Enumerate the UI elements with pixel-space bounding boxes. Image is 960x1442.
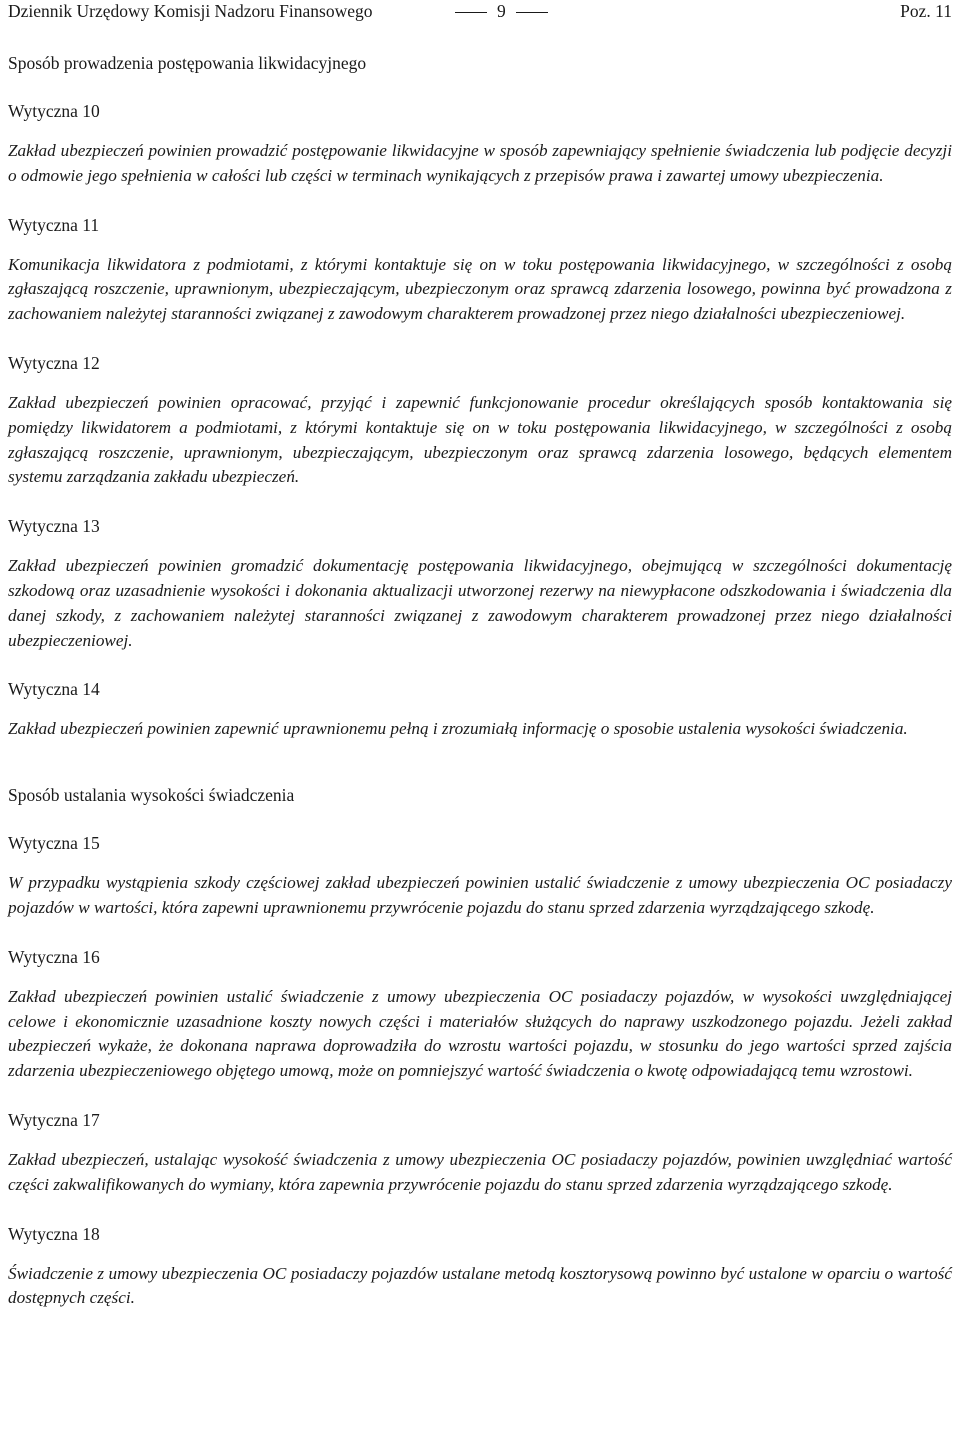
guideline-text: Świadczenie z umowy ubezpieczenia OC posiadaczy pojazdów ustalane metodą kosztorysową powinno być ustalone w oparciu o wartość dostępnych części. [8,1263,952,1308]
dash-left [455,12,487,13]
guideline-text: Zakład ubezpieczeń, ustalając wysokość świadczenia z umowy ubezpieczenia OC posiadaczy pojazdów, powinien uwzględniać wartość części zakwalifikowanych do wymiany, która zapewnia przywrócenie pojazdu do stanu sprzed zdarzenia wyrządzającego szkodę. [8,1149,952,1194]
guideline-text: Komunikacja likwidatora z podmiotami, z którymi kontaktuje się on w toku postępowania likwidacyjnego, w szczególności z osobą zgłaszającą roszczenie, uprawnionym, ubezpieczającym, ubezpieczonym oraz sprawcą zdarzenia losowego, powinna być prowadzona z zachowaniem należytej staranności związanej z zawodowym charakterem prowadzonej przez niego działalności ubezpieczeniowej. [8,254,952,324]
journal-title: Dziennik Urzędowy Komisji Nadzoru Finansowego [8,1,373,21]
page-number [445,0,558,22]
section-title: Sposób ustalania wysokości świadczenia [8,785,295,806]
position-label: Poz. 11 [900,1,952,21]
dash-right [516,12,548,13]
document-body [8,24,952,1311]
guideline-title: Wytyczna 11 [8,214,100,235]
guideline-text: Zakład ubezpieczeń powinien gromadzić dokumentację postępowania likwidacyjnego, obejmującą w szczególności dokumentację szkodową oraz uzasadnienie wysokości i dokonania aktualizacji utworzonej rezerwy na niewypłacone odszkodowania i świadczenia dla danej szkody, z zachowaniem należytej staranności związanej z zawodowym charakterem prowadzonej przez niego działalności ubezpieczeniowej. [8,556,952,650]
guideline-title: Wytyczna 10 [8,101,100,121]
page-number-value: 9 [497,1,506,21]
guideline-text: W przypadku wystąpienia szkody częściowej zakład ubezpieczeń powinien ustalić świadczenie z umowy ubezpieczenia OC posiadaczy pojazdów w wartości, która zapewni uprawnionemu przywrócenie pojazdu do stanu sprzed zdarzenia wyrządzającego szkodę. [8,873,952,917]
guideline-title: Wytyczna 15 [8,833,100,854]
guideline-title: Wytyczna 18 [8,1223,100,1244]
guideline-title: Wytyczna 12 [8,352,100,373]
guideline-text: Zakład ubezpieczeń powinien ustalić świadczenie z umowy ubezpieczenia OC posiadaczy pojazdów, w wysokości uwzględniającej celowe i ekonomicznie uzasadnione koszty nowych części i materiałów służących do naprawy uszkodzonego pojazdu. Jeżeli zakład ubezpieczeń wykaże, że dokonana naprawa doprowadziła do wzrostu wartości pojazdu, w stosunku do jego wartości sprzed zajścia zdarzenia ubezpieczeniowego objętego umową, może on pomniejszyć wartość świadczenia o kwotę odpowiadającą temu wzrostowi. [8,986,952,1081]
guideline-text: Zakład ubezpieczeń powinien opracować, przyjąć i zapewnić funkcjonowanie procedur określających sposób kontaktowania się pomiędzy likwidatorem a podmiotami, z którymi kontaktuje się on w toku postępowania likwidacyjnego, w szczególności z osobą zgłaszającą roszczenie, uprawnionym, ubezpieczającym, ubezpieczonym oraz sprawcą zdarzenia losowego, będących elementem systemu zarządzania zakładu ubezpieczeń. [8,392,952,487]
guideline-text: Zakład ubezpieczeń powinien prowadzić postępowanie likwidacyjne w sposób zapewniający spełnienie świadczenia lub podjęcie decyzji o odmowie jego spełnienia w całości lub części w terminach wynikających z przepisów prawa i zawartej umowy ubezpieczenia. [8,141,952,185]
section-title: Sposób prowadzenia postępowania likwidacyjnego [8,53,367,73]
guideline-title: Wytyczna 14 [8,679,100,700]
guideline-title: Wytyczna 17 [8,1109,100,1130]
page-header [8,0,952,24]
guideline-text: Zakład ubezpieczeń powinien zapewnić uprawnionemu pełną i zrozumiałą informację o sposobie ustalenia wysokości świadczenia. [8,719,908,739]
guideline-title: Wytyczna 16 [8,946,100,967]
guideline-title: Wytyczna 13 [8,516,100,537]
